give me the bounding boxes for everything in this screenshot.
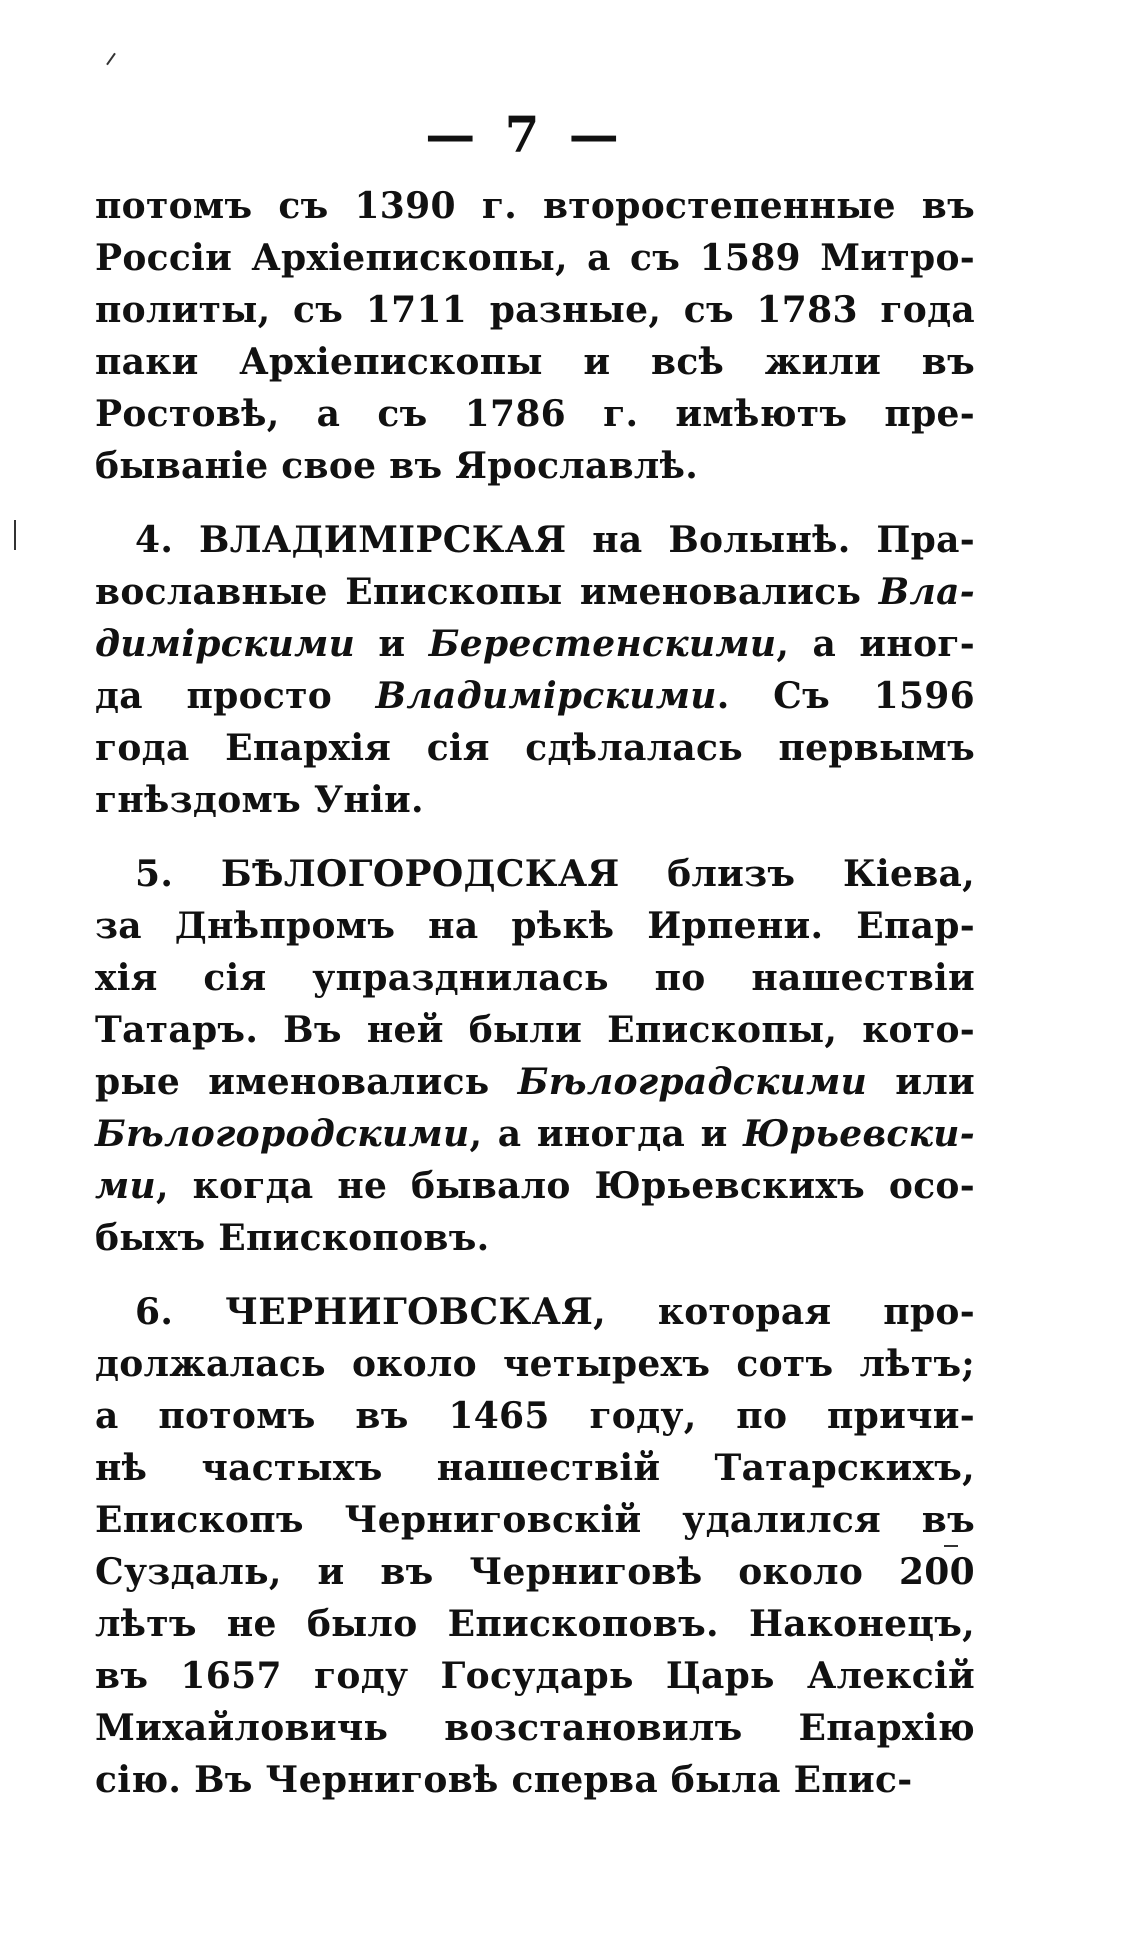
italic-text: Бѣлоградскими [517, 1061, 868, 1103]
text-run: лѣтъ не было Епископовъ. Наконецъ, [95, 1603, 975, 1645]
text-run: хія сія упразднилась по нашествіи [95, 957, 975, 999]
page-text [95, 180, 975, 1828]
text-run: быхъ Епископовъ. [95, 1217, 490, 1259]
italic-text: Вла- [878, 571, 975, 613]
text-run: а потомъ въ 1465 году, по причи- [95, 1395, 975, 1437]
italic-text: димірскими [95, 623, 356, 665]
text-line [95, 514, 975, 566]
text-run: Россіи Архіепископы, а съ 1589 Митро- [95, 237, 975, 279]
italic-text: Владимірскими [375, 675, 717, 717]
text-line [95, 284, 975, 336]
text-run: Ростовѣ, а съ 1786 г. имѣютъ пре- [95, 393, 975, 435]
text-line [95, 1650, 975, 1702]
italic-text: Берестенскими [428, 623, 777, 665]
text-line [95, 440, 975, 492]
text-line [95, 670, 975, 722]
text-run: года Епархія сія сдѣлалась первымъ [95, 727, 975, 769]
text-run: за Днѣпромъ на рѣкѣ Ирпени. Епар- [95, 905, 975, 947]
paragraph [95, 848, 975, 1264]
text-line [95, 900, 975, 952]
text-run: и [355, 623, 429, 665]
text-line [95, 1598, 975, 1650]
text-line [95, 1004, 975, 1056]
paragraph [95, 1286, 975, 1806]
text-run: паки Архіепископы и всѣ жили въ [95, 341, 975, 383]
text-line [95, 336, 975, 388]
text-line [95, 848, 975, 900]
text-line [95, 180, 975, 232]
text-run: бываніе свое въ Ярославлѣ. [95, 445, 699, 487]
text-line [95, 1212, 975, 1264]
text-line [95, 1338, 975, 1390]
text-line [95, 1108, 975, 1160]
text-run: должалась около четырехъ сотъ лѣтъ; [95, 1343, 975, 1385]
text-run: сію. Въ Черниговѣ сперва была Епис- [95, 1759, 913, 1801]
text-line [95, 388, 975, 440]
text-line [95, 1702, 975, 1754]
text-line [95, 1286, 975, 1338]
page-number: — 7 — [425, 105, 625, 164]
text-line [95, 1754, 975, 1806]
text-line [95, 1494, 975, 1546]
text-run: политы, съ 1711 разные, съ 1783 года [95, 289, 975, 331]
italic-text: Бѣлогородскими [95, 1113, 470, 1155]
text-run: да просто [95, 675, 376, 717]
scan-speck [944, 1545, 958, 1547]
text-run: потомъ съ 1390 г. второстепенные въ [95, 185, 975, 227]
text-line [95, 618, 975, 670]
text-run: въ 1657 году Государь Царь Алексій [95, 1655, 975, 1697]
text-run: , а иног- [776, 623, 975, 665]
text-run: вославные Епископы именовались [95, 571, 879, 613]
italic-text: ми [95, 1165, 156, 1207]
paragraph [95, 180, 975, 492]
italic-text: Юрьевски- [743, 1113, 975, 1155]
text-run: Суздаль, и въ Черниговѣ около 200 [95, 1551, 975, 1593]
text-run: , когда не бывало Юрьевскихъ осо- [156, 1165, 975, 1207]
text-run: 6. ЧЕРНИГОВСКАЯ, которая про- [135, 1291, 975, 1333]
text-line [95, 566, 975, 618]
text-run: Епископъ Черниговскій удалился въ [95, 1499, 975, 1541]
text-run: , а иногда и [469, 1113, 744, 1155]
text-run: Михайловичь возстановилъ Епархію [95, 1707, 975, 1749]
text-line [95, 1160, 975, 1212]
text-run: Татаръ. Въ ней были Епископы, кото- [95, 1009, 975, 1051]
text-line [95, 774, 975, 826]
text-run: 4. ВЛАДИМІРСКАЯ на Волынѣ. Пра- [135, 519, 975, 561]
text-run: 5. БѢЛОГОРОДСКАЯ близъ Кіева, [135, 853, 975, 895]
scan-speck [106, 53, 116, 66]
paragraph [95, 514, 975, 826]
text-line [95, 232, 975, 284]
scan-speck [14, 520, 16, 550]
text-line [95, 1546, 975, 1598]
text-line [95, 952, 975, 1004]
text-run: гнѣздомъ Уніи. [95, 779, 424, 821]
text-line [95, 1442, 975, 1494]
text-line [95, 1056, 975, 1108]
text-line [95, 1390, 975, 1442]
text-run: нѣ частыхъ нашествій Татарскихъ, [95, 1447, 975, 1489]
text-line [95, 722, 975, 774]
text-run: или [867, 1061, 975, 1103]
text-run: рые именовались [95, 1061, 518, 1103]
text-run: . Съ 1596 [716, 675, 975, 717]
